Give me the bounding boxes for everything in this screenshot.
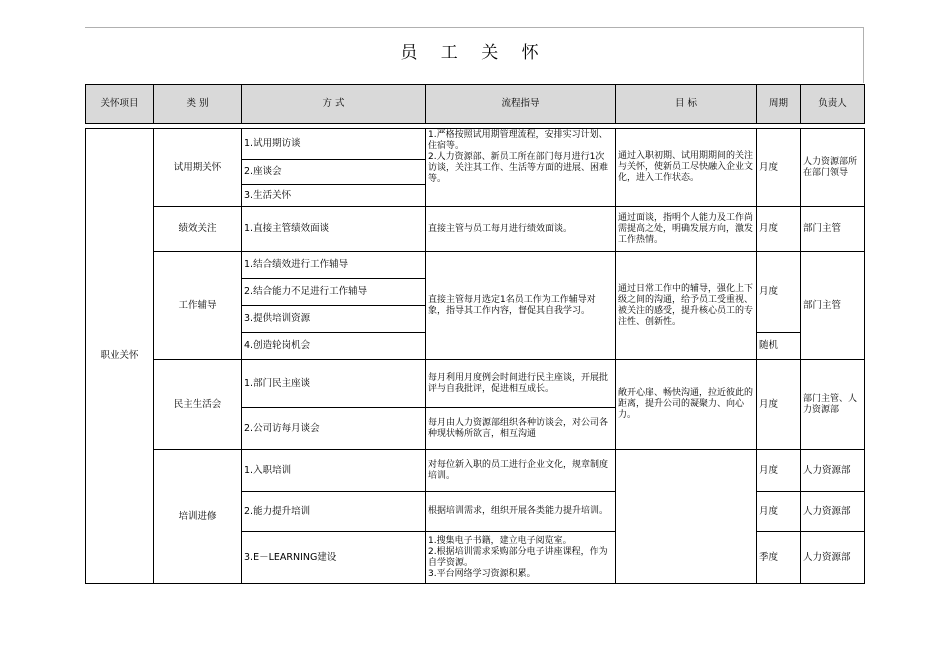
cycle-cell: 月度	[757, 450, 801, 492]
method-cell: 1.部门民主座谈	[242, 360, 426, 408]
header-process: 流程指导	[426, 85, 616, 124]
cycle-cell: 随机	[757, 333, 801, 360]
table-row	[86, 252, 865, 279]
cycle-cell: 月度	[757, 207, 801, 252]
process-cell: 每月由人力资源部组织各种访谈会，对公司各种现状畅所欲言，相互沟通	[426, 408, 616, 450]
owner-cell: 人力资源部	[801, 450, 865, 492]
category-cell: 试用期关怀	[154, 129, 242, 207]
care-table	[85, 84, 865, 584]
process-cell: 根据培训需求，组织开展各类能力提升培训。	[426, 492, 616, 532]
method-cell: 1.试用期访谈	[242, 129, 426, 160]
process-cell: 直接主管与员工每月进行绩效面谈。	[426, 207, 616, 252]
cycle-cell: 月度	[757, 492, 801, 532]
header-method: 方 式	[242, 85, 426, 124]
spreadsheet	[85, 27, 864, 590]
table-row	[86, 360, 865, 408]
goal-cell: 通过入职初期、试用期期间的关注与关怀，使新员工尽快融入企业文化，进入工作状态。	[616, 129, 757, 207]
method-cell: 1.入职培训	[242, 450, 426, 492]
method-cell: 2.座谈会	[242, 160, 426, 185]
project-cell: 职业关怀	[86, 129, 154, 584]
category-cell: 民主生活会	[154, 360, 242, 450]
category-cell: 培训进修	[154, 450, 242, 584]
category-cell: 绩效关注	[154, 207, 242, 252]
goal-cell: 通过日常工作中的辅导，强化上下级之间的沟通，给予员工受重视、被关注的感受，提升核心员工的专注性、创新性。	[616, 252, 757, 360]
method-cell: 4.创造轮岗机会	[242, 333, 426, 360]
header-category: 类 别	[154, 85, 242, 124]
table-row	[86, 450, 865, 492]
method-cell: 2.公司访每月谈会	[242, 408, 426, 450]
owner-cell: 部门主管、人力资源部	[801, 360, 865, 450]
header-cycle: 周期	[757, 85, 801, 124]
goal-cell: 敞开心扉、畅快沟通，拉近彼此的距离，提升公司的凝聚力、向心力。	[616, 360, 757, 450]
owner-cell: 部门主管	[801, 207, 865, 252]
method-cell: 2.结合能力不足进行工作辅导	[242, 279, 426, 306]
method-cell: 3.提供培训资源	[242, 306, 426, 333]
owner-cell: 人力资源部	[801, 532, 865, 584]
header-owner: 负责人	[801, 85, 865, 124]
goal-cell	[616, 450, 757, 584]
table-row	[86, 207, 865, 252]
method-cell: 1.直接主管绩效面谈	[242, 207, 426, 252]
process-cell: 对每位新入职的员工进行企业文化，规章制度培训。	[426, 450, 616, 492]
cycle-cell: 季度	[757, 532, 801, 584]
goal-cell: 通过面谈，指明个人能力及工作尚需提高之处，明确发展方向，激发工作热情。	[616, 207, 757, 252]
method-cell: 2.能力提升培训	[242, 492, 426, 532]
title-box	[85, 27, 864, 83]
owner-cell: 部门主管	[801, 252, 865, 360]
method-cell: 3.生活关怀	[242, 185, 426, 207]
process-cell: 每月利用月度例会时间进行民主座谈，开展批评与自我批评，促进相互成长。	[426, 360, 616, 408]
table-row	[86, 129, 865, 160]
header-project: 关怀项目	[86, 85, 154, 124]
owner-cell: 人力资源部	[801, 492, 865, 532]
process-cell: 1.搜集电子书籍，建立电子阅览室。 2.根据培训需求采购部分电子讲座课程，作为自学资源。 3.平台网络学习资源积累。	[426, 532, 616, 584]
cycle-cell: 月度	[757, 129, 801, 207]
owner-cell: 人力资源部所在部门领导	[801, 129, 865, 207]
cycle-cell: 月度	[757, 360, 801, 450]
process-cell: 1.严格按照试用期管理流程，安排实习计划、住宿等。 2.人力资源部、新员工所在部门每月进行1次访谈，关注其工作、生活等方面的进展、困难等。	[426, 129, 616, 207]
method-cell: 3.E－LEARNING建设	[242, 532, 426, 584]
header-goal: 目 标	[616, 85, 757, 124]
page-title: 员 工 关 怀	[400, 43, 548, 63]
method-cell: 1.结合绩效进行工作辅导	[242, 252, 426, 279]
header-row	[86, 85, 865, 124]
cycle-cell: 月度	[757, 252, 801, 333]
process-cell: 直接主管每月选定1名员工作为工作辅导对象，指导其工作内容，督促其自我学习。	[426, 252, 616, 360]
category-cell: 工作辅导	[154, 252, 242, 360]
